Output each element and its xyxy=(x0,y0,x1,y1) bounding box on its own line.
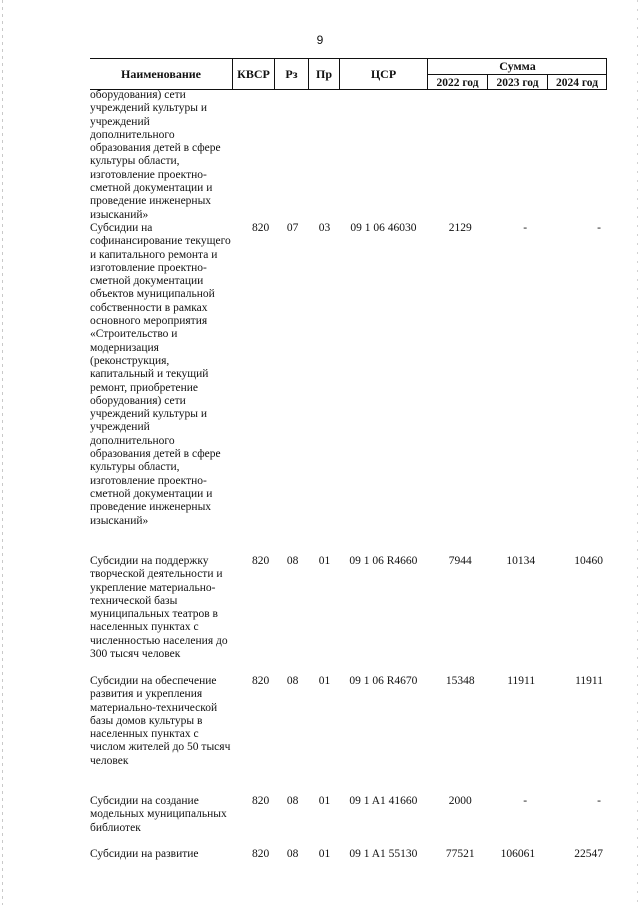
row-csr: 09 1 06 R4670 xyxy=(349,675,418,687)
header-year-2024: 2024 год xyxy=(547,75,607,90)
row-2024: - xyxy=(597,222,602,234)
row-name: Субсидии на поддержку творческой деятельности и укрепление материально-технической базы муниципальных театров в населенных пунктах с численностью населения до 300 тысяч человек xyxy=(90,555,228,661)
header-years xyxy=(427,74,607,90)
header-pr: Пр xyxy=(308,59,339,89)
row-kvsr: 820 xyxy=(252,675,270,687)
row-rz: 08 xyxy=(286,675,299,687)
table-row xyxy=(90,795,607,848)
row-2022: 15348 xyxy=(445,675,475,687)
row-2024: 11911 xyxy=(575,675,603,687)
row-2024: 22547 xyxy=(574,848,603,860)
row-2022: 77521 xyxy=(445,848,475,860)
row-name: оборудования) сети учреждений культуры и учреждений дополнительного образования детей в сфере культуры области, изготовление проектно-сметной документации и проведение инженерных изысканий» xyxy=(90,89,221,221)
row-csr: 09 1 A1 41660 xyxy=(349,795,418,807)
row-2024: - xyxy=(597,795,602,807)
row-2024: 10460 xyxy=(574,555,603,567)
row-kvsr: 820 xyxy=(252,848,270,860)
scan-edge-left xyxy=(2,0,3,905)
row-pr: 01 xyxy=(318,848,331,860)
scan-edge-right xyxy=(637,0,638,905)
row-2023: - xyxy=(523,795,528,807)
row-csr: 09 1 A1 55130 xyxy=(349,848,418,860)
row-kvsr: 820 xyxy=(252,222,270,234)
table-row xyxy=(90,555,607,675)
header-kvsr: КВСР xyxy=(232,59,274,89)
row-csr: 09 1 06 R4660 xyxy=(349,555,418,567)
page-number: 9 xyxy=(316,33,324,47)
header-rz: Рз xyxy=(274,59,308,89)
table-body xyxy=(90,89,607,868)
row-name: Субсидии на софинансирование текущего и капитального ремонта и изготовление проектно-сметной документации объектов муниципальной собственности в рамках основного мероприятия «Строительство и модернизация (реконструкция, капитальный и текущий ремонт, приобретение оборудования) сети учреждений культуры и учреждений дополнительного образования детей в сфере культуры области, изготовление проектно-сметной документации и проведение инженерных изысканий» xyxy=(90,222,231,527)
header-name: Наименование xyxy=(121,66,201,81)
row-rz: 08 xyxy=(286,555,299,567)
header-year-2023: 2023 год xyxy=(487,75,547,90)
row-name: Субсидии на обеспечение развития и укрепления материально-технической базы домов культуры в населенных пунктах с числом жителей до 50 тысяч человек xyxy=(90,675,231,767)
row-csr: 09 1 06 46030 xyxy=(350,222,417,234)
row-2022: 2000 xyxy=(448,795,472,807)
row-kvsr: 820 xyxy=(252,555,270,567)
table-row xyxy=(90,222,607,555)
header-year-2022: 2022 год xyxy=(427,75,487,90)
row-pr: 03 xyxy=(318,222,331,234)
header-right-border xyxy=(606,59,607,89)
header-csr: ЦСР xyxy=(339,59,427,89)
table-row xyxy=(90,89,607,222)
row-2023: 11911 xyxy=(507,675,536,687)
row-rz: 07 xyxy=(286,222,299,234)
row-pr: 01 xyxy=(318,675,331,687)
row-pr: 01 xyxy=(318,795,331,807)
row-rz: 08 xyxy=(286,848,299,860)
row-2023: - xyxy=(523,222,528,234)
row-2022: 7944 xyxy=(448,555,472,567)
row-name: Субсидии на развитие xyxy=(90,848,199,860)
row-rz: 08 xyxy=(286,795,299,807)
table-header xyxy=(90,58,607,90)
header-sum: Сумма xyxy=(427,59,607,74)
table-row xyxy=(90,848,607,868)
row-2023: 106061 xyxy=(500,848,536,860)
row-pr: 01 xyxy=(318,555,331,567)
table-row xyxy=(90,675,607,795)
row-2023: 10134 xyxy=(506,555,536,567)
row-2022: 2129 xyxy=(448,222,472,234)
row-kvsr: 820 xyxy=(252,795,270,807)
row-name: Субсидии на создание модельных муниципальных библиотек xyxy=(90,795,227,834)
